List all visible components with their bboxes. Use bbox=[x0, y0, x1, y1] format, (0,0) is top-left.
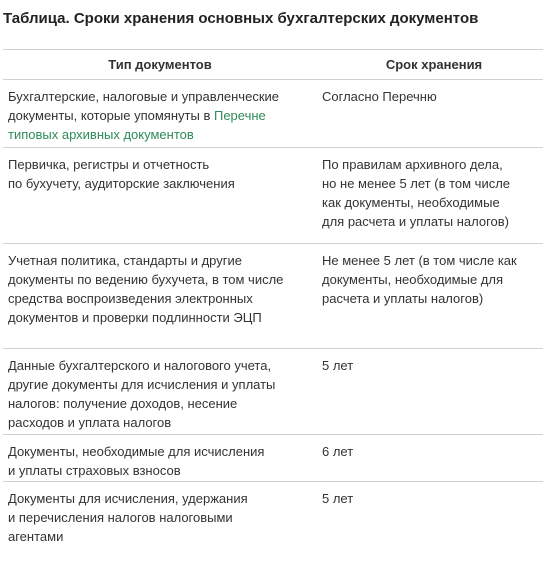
document-type-cell bbox=[3, 80, 317, 147]
document-type-cell: Документы для исчисления, удержания и перечисления налогов налоговыми агентами bbox=[8, 491, 248, 544]
table-row bbox=[3, 435, 543, 482]
table-row bbox=[3, 482, 543, 550]
document-type-cell: Данные бухгалтерского и налогового учета, другие документы для исчисления и уплаты налогов: получение доходов, несение расходов и уплата налогов bbox=[8, 358, 276, 430]
document-type-cell: Учетная политика, стандарты и другие документы по ведению бухучета, в том числе средства воспроизведения электронных документов и проверки подлинности ЭЦП bbox=[8, 253, 284, 325]
table-row bbox=[3, 349, 543, 435]
retention-period-cell: 6 лет bbox=[322, 444, 354, 459]
table-header bbox=[3, 50, 543, 80]
table-row bbox=[3, 80, 543, 148]
document-type-cell: Первичка, регистры и отчетность по бухучету, аудиторские заключения bbox=[8, 157, 235, 191]
retention-period-cell: 5 лет bbox=[322, 491, 354, 506]
retention-period-cell: 5 лет bbox=[322, 358, 354, 373]
archive-list-link[interactable]: Перечне типовых архивных документов bbox=[8, 108, 266, 142]
retention-period-cell: Не менее 5 лет (в том числе как документы, необходимые для расчета и уплаты налогов) bbox=[322, 253, 517, 306]
document-type-cell: Документы, необходимые для исчисления и уплаты страховых взносов bbox=[8, 444, 265, 478]
table-row bbox=[3, 244, 543, 349]
header-retention-period: Срок хранения bbox=[385, 57, 483, 72]
document-type-text: Бухгалтерские, налоговые и управленческие документы, которые упомянуты в bbox=[8, 89, 279, 123]
retention-period-cell: По правилам архивного дела, но не менее 5 лет (в том числе как документы, необходимые для расчета и уплаты налогов) bbox=[322, 157, 511, 229]
retention-period-cell: Согласно Перечню bbox=[322, 89, 437, 104]
table-row bbox=[3, 148, 543, 244]
page-title: Таблица. Сроки хранения основных бухгалтерских документов bbox=[3, 10, 479, 27]
header-document-type: Тип документов bbox=[108, 57, 212, 72]
retention-table bbox=[3, 49, 543, 550]
